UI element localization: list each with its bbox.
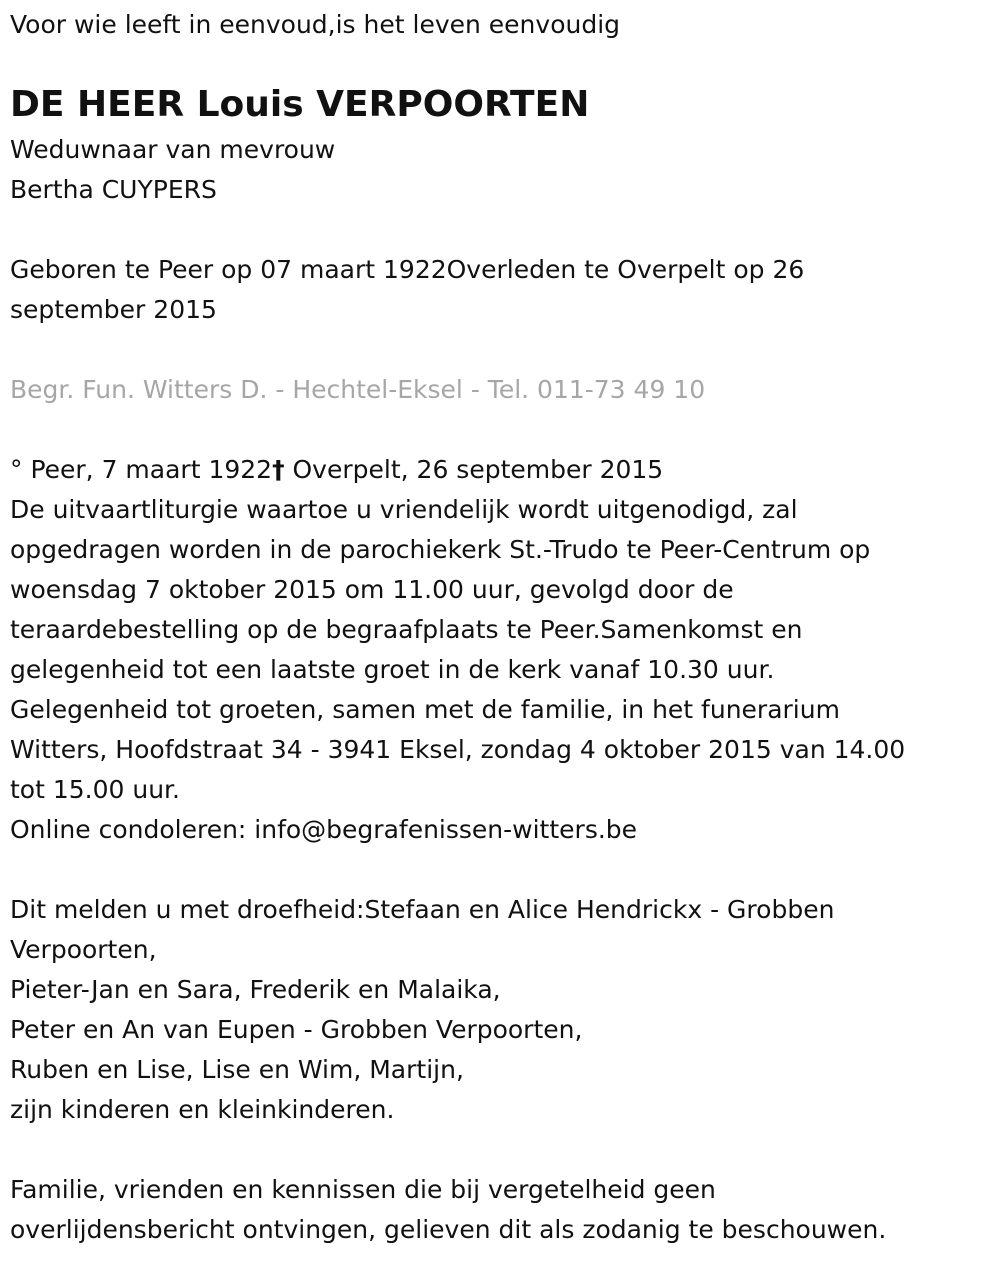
birth-death-line-2: september 2015 <box>10 295 217 324</box>
obituary-page <box>0 5 1000 1275</box>
spacer <box>10 210 990 250</box>
cross-icon: † <box>272 455 285 484</box>
closing-line: overlijdensbericht ontvingen, gelieven dit als zodanig te beschouwen. <box>10 1215 887 1244</box>
ceremony-line: teraardebestelling op de begraafplaats te Peer.Samenkomst en <box>10 615 803 644</box>
ceremony-line: woensdag 7 oktober 2015 om 11.00 uur, gevolgd door de <box>10 575 734 604</box>
ceremony-line: De uitvaartliturgie waartoe u vriendelijk wordt uitgenodigd, zal <box>10 495 798 524</box>
dates-line <box>10 450 990 490</box>
spacer <box>10 330 990 370</box>
spouse-line-2: Bertha CUYPERS <box>10 175 217 204</box>
spacer <box>10 850 990 890</box>
funeral-home-info: Begr. Fun. Witters D. - Hechtel-Eksel - Tel. 011-73 49 10 <box>10 375 706 404</box>
family-line: Peter en An van Eupen - Grobben Verpoorten, <box>10 1015 583 1044</box>
family-line: Verpoorten, <box>10 935 157 964</box>
family-text <box>10 890 990 1130</box>
spacer <box>10 1130 990 1170</box>
spouse-line-1: Weduwnaar van mevrouw <box>10 135 336 164</box>
family-line: Dit melden u met droefheid:Stefaan en Alice Hendrickx - Grobben <box>10 895 835 924</box>
ceremony-line: Gelegenheid tot groeten, samen met de familie, in het funerarium <box>10 695 840 724</box>
closing-line: Familie, vrienden en kennissen die bij vergetelheid geen <box>10 1175 716 1204</box>
ceremony-line: tot 15.00 uur. <box>10 775 180 804</box>
ceremony-line: opgedragen worden in de parochiekerk St.-Trudo te Peer-Centrum op <box>10 535 871 564</box>
family-line: zijn kinderen en kleinkinderen. <box>10 1095 395 1124</box>
closing-text <box>10 1170 990 1250</box>
deceased-name: DE HEER Louis VERPOORTEN <box>10 84 590 125</box>
motto: Voor wie leeft in eenvoud,is het leven eenvoudig <box>10 10 621 39</box>
birth-date: ° Peer, 7 maart 1922 <box>10 455 273 484</box>
birth-death-line-1: Geboren te Peer op 07 maart 1922Overleden te Overpelt op 26 <box>10 255 805 284</box>
ceremony-text <box>10 490 990 850</box>
spacer <box>10 410 990 450</box>
ceremony-line: gelegenheid tot een laatste groet in de kerk vanaf 10.30 uur. <box>10 655 775 684</box>
family-line: Pieter-Jan en Sara, Frederik en Malaika, <box>10 975 501 1004</box>
death-date: Overpelt, 26 september 2015 <box>284 455 664 484</box>
ceremony-line: Witters, Hoofdstraat 34 - 3941 Eksel, zondag 4 oktober 2015 van 14.00 <box>10 735 906 764</box>
family-line: Ruben en Lise, Lise en Wim, Martijn, <box>10 1055 464 1084</box>
online-condolence-line: Online condoleren: info@begrafenissen-witters.be <box>10 815 638 844</box>
